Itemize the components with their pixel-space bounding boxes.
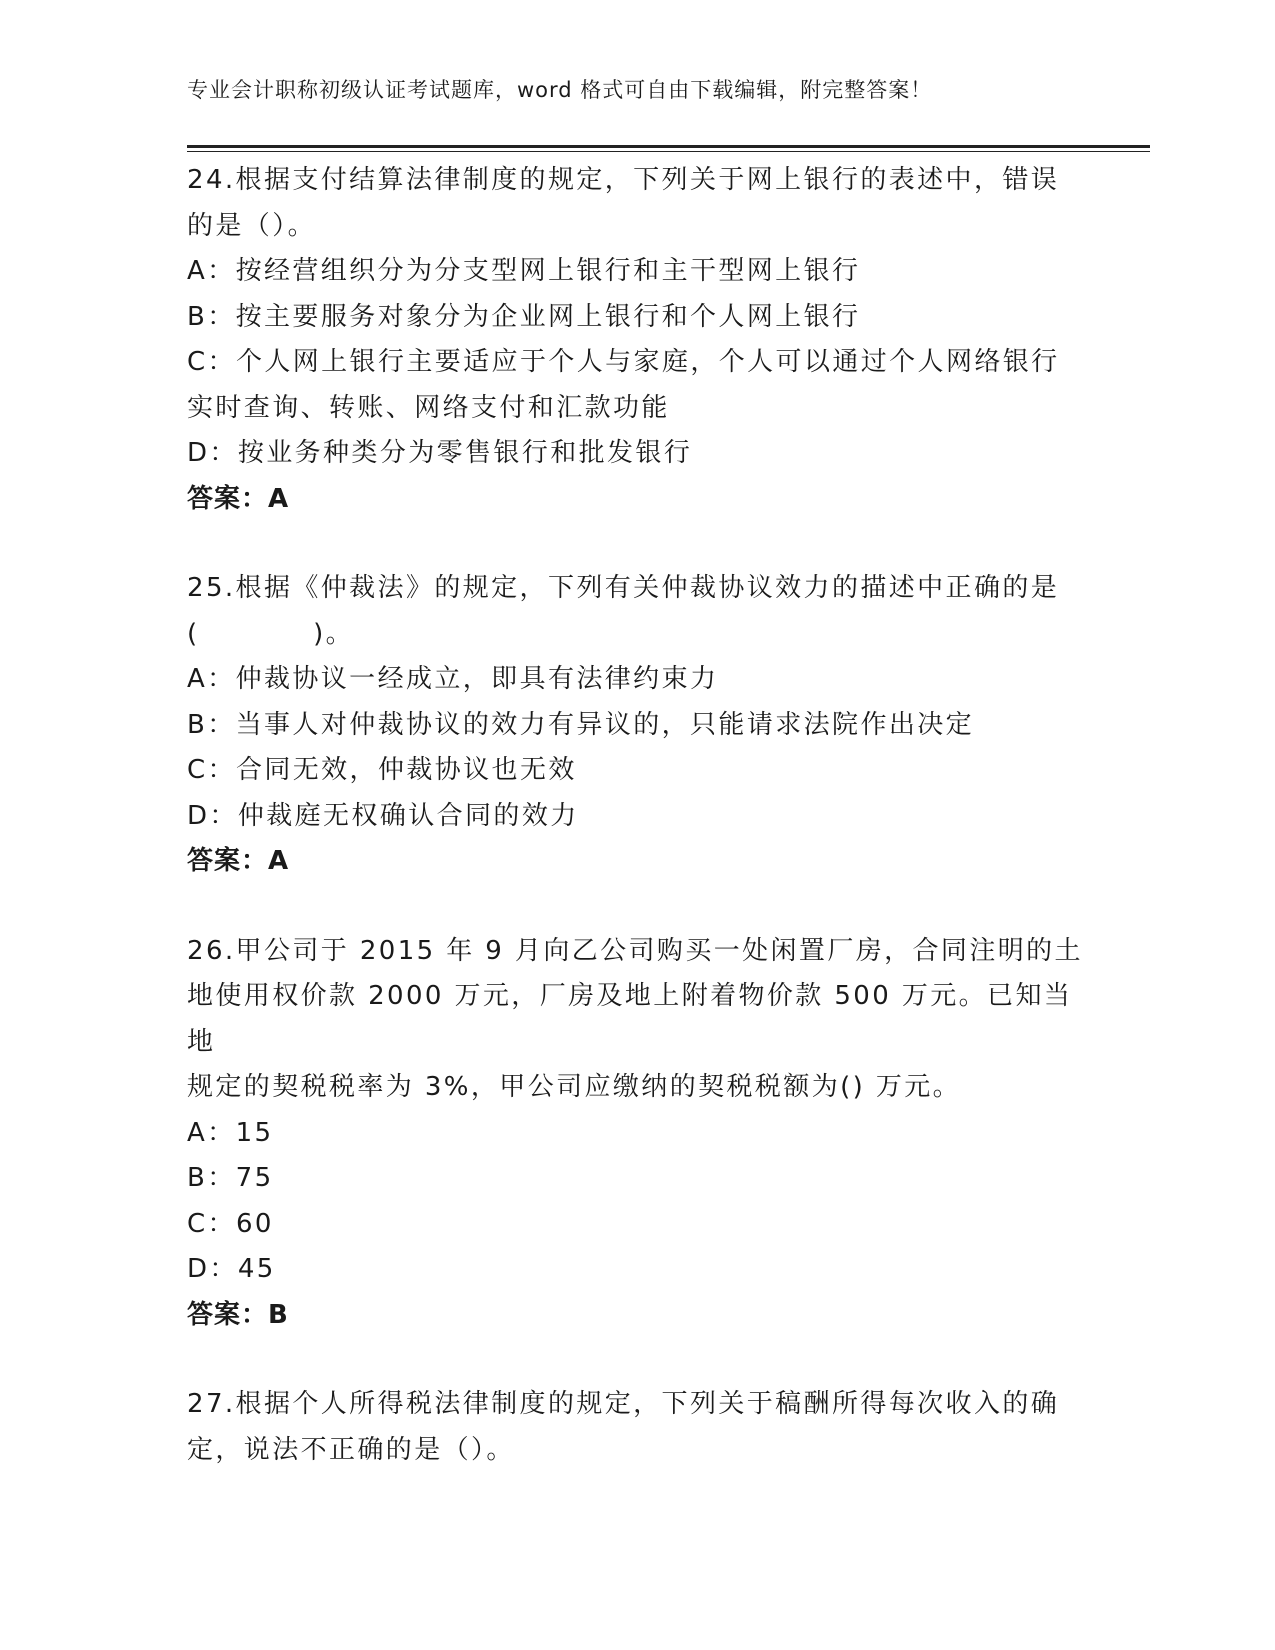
option-d: D：按业务种类分为零售银行和批发银行 — [187, 438, 693, 468]
option-b: B：75 — [187, 1163, 274, 1193]
stem-line: 27.根据个人所得税法律制度的规定，下列关于稿酬所得每次收入的确 — [187, 1389, 1060, 1419]
stem-line: 地使用权价款 2000 万元，厂房及地上附着物价款 500 万元。已知当地 — [187, 981, 1073, 1057]
option-c: C：个人网上银行主要适应于个人与家庭，个人可以通过个人网络银行 — [187, 347, 1060, 377]
stem-line: 24.根据支付结算法律制度的规定，下列关于网上银行的表述中，错误 — [187, 165, 1060, 195]
question-24 — [187, 158, 1087, 522]
option-a: A：按经营组织分为分支型网上银行和主干型网上银行 — [187, 256, 861, 286]
option-c-continued: 实时查询、转账、网络支付和汇款功能 — [187, 392, 670, 423]
answer: 答案：A — [187, 846, 290, 876]
option-d: D：45 — [187, 1254, 276, 1284]
stem-line: 规定的契税税率为 3%，甲公司应缴纳的契税税额为() 万元。 — [187, 1072, 962, 1102]
stem-line: ( )。 — [187, 618, 355, 649]
stem-line: 的是（）。 — [187, 210, 317, 241]
question-stem — [187, 1382, 1087, 1473]
header-divider-thick — [187, 145, 1150, 148]
answer: 答案：B — [187, 1299, 289, 1330]
page-header: 专业会计职称初级认证考试题库，word 格式可自由下载编辑，附完整答案！ — [187, 78, 933, 102]
option-c: C：合同无效，仲裁协议也无效 — [187, 755, 577, 785]
question-stem — [187, 929, 1087, 1111]
question-list — [187, 158, 1087, 1517]
question-stem — [187, 158, 1087, 249]
option-b: B：当事人对仲裁协议的效力有异议的，只能请求法院作出决定 — [187, 709, 975, 740]
option-a: A：15 — [187, 1117, 274, 1148]
question-26 — [187, 929, 1087, 1339]
answer: 答案：A — [187, 483, 290, 514]
question-stem — [187, 566, 1087, 657]
header-divider-thin — [187, 151, 1150, 152]
option-b: B：按主要服务对象分为企业网上银行和个人网上银行 — [187, 301, 861, 332]
option-c: C：60 — [187, 1208, 274, 1239]
question-25 — [187, 566, 1087, 885]
stem-line: 25.根据《仲裁法》的规定，下列有关仲裁协议效力的描述中正确的是 — [187, 573, 1060, 603]
option-a: A：仲裁协议一经成立，即具有法律约束力 — [187, 664, 719, 694]
question-27 — [187, 1382, 1087, 1473]
stem-line: 定，说法不正确的是（）。 — [187, 1434, 515, 1465]
option-d: D：仲裁庭无权确认合同的效力 — [187, 800, 579, 831]
stem-line: 26.甲公司于 2015 年 9 月向乙公司购买一处闲置厂房，合同注明的土 — [187, 935, 1083, 966]
